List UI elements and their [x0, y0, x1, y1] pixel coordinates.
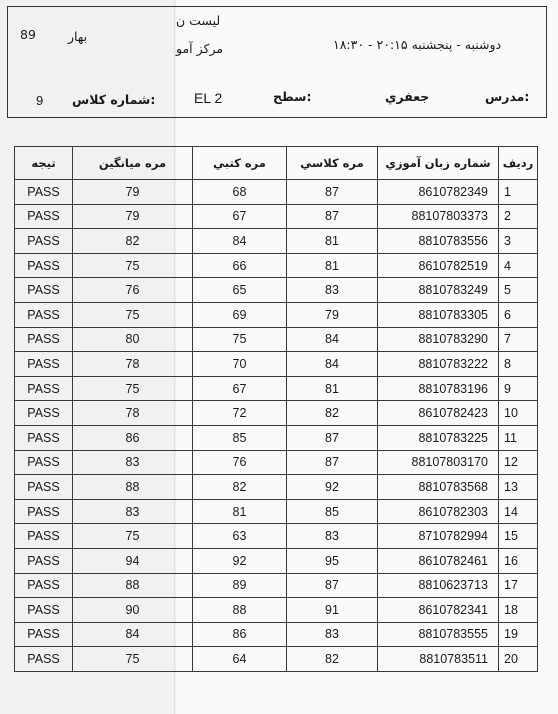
- header-code: 89: [20, 27, 36, 42]
- written-score-cell: 75: [193, 327, 287, 352]
- row-number-cell: 12: [499, 450, 538, 475]
- average-score-cell: 75: [73, 253, 193, 278]
- row-number-cell: 19: [499, 622, 538, 647]
- row-number-cell: 6: [499, 302, 538, 327]
- average-score-cell: 78: [73, 401, 193, 426]
- average-score-cell: 83: [73, 450, 193, 475]
- column-header-written-score: مره کتبي: [193, 147, 287, 180]
- written-score-cell: 63: [193, 524, 287, 549]
- student-id-cell: 88107803373: [378, 204, 499, 229]
- class-score-cell: 91: [287, 598, 378, 623]
- written-score-cell: 66: [193, 253, 287, 278]
- class-score-cell: 81: [287, 253, 378, 278]
- row-number-cell: 17: [499, 573, 538, 598]
- result-cell: PASS: [15, 573, 73, 598]
- table-row: [15, 622, 538, 647]
- table-row: [15, 499, 538, 524]
- average-score-cell: 75: [73, 524, 193, 549]
- average-score-cell: 86: [73, 425, 193, 450]
- row-number-cell: 14: [499, 499, 538, 524]
- header-box: [7, 6, 547, 118]
- table-row: [15, 425, 538, 450]
- table-row: [15, 229, 538, 254]
- student-id-cell: 8810783222: [378, 352, 499, 377]
- table-row: [15, 475, 538, 500]
- table-row: [15, 302, 538, 327]
- result-cell: PASS: [15, 524, 73, 549]
- written-score-cell: 81: [193, 499, 287, 524]
- class-score-cell: 82: [287, 401, 378, 426]
- written-score-cell: 85: [193, 425, 287, 450]
- average-score-cell: 76: [73, 278, 193, 303]
- table-body: [15, 180, 538, 672]
- result-cell: PASS: [15, 352, 73, 377]
- written-score-cell: 65: [193, 278, 287, 303]
- class-score-cell: 83: [287, 622, 378, 647]
- column-header-average-score: مره ميانگين: [73, 147, 193, 180]
- class-score-cell: 82: [287, 647, 378, 672]
- result-cell: PASS: [15, 204, 73, 229]
- table-row: [15, 598, 538, 623]
- student-id-cell: 8610782519: [378, 253, 499, 278]
- row-number-cell: 4: [499, 253, 538, 278]
- column-header-row-number: رديف: [499, 147, 538, 180]
- result-cell: PASS: [15, 475, 73, 500]
- student-id-cell: 8610782423: [378, 401, 499, 426]
- student-id-cell: 8710782994: [378, 524, 499, 549]
- result-cell: PASS: [15, 450, 73, 475]
- student-id-cell: 8610782349: [378, 180, 499, 205]
- column-header-student-id: شماره زبان آموزي: [378, 147, 499, 180]
- table-row: [15, 401, 538, 426]
- table-row: [15, 253, 538, 278]
- result-cell: PASS: [15, 278, 73, 303]
- class-score-cell: 87: [287, 180, 378, 205]
- class-score-cell: 95: [287, 548, 378, 573]
- written-score-cell: 88: [193, 598, 287, 623]
- class-score-cell: 85: [287, 499, 378, 524]
- written-score-cell: 72: [193, 401, 287, 426]
- result-cell: PASS: [15, 425, 73, 450]
- row-number-cell: 16: [499, 548, 538, 573]
- average-score-cell: 83: [73, 499, 193, 524]
- average-score-cell: 88: [73, 573, 193, 598]
- row-number-cell: 3: [499, 229, 538, 254]
- teacher-label: مدرس:: [485, 89, 530, 104]
- class-score-cell: 87: [287, 204, 378, 229]
- table-row: [15, 376, 538, 401]
- student-id-cell: 8610782303: [378, 499, 499, 524]
- student-id-cell: 8610782461: [378, 548, 499, 573]
- result-cell: PASS: [15, 598, 73, 623]
- result-cell: PASS: [15, 253, 73, 278]
- class-score-cell: 81: [287, 229, 378, 254]
- class-number-label: شماره کلاس:: [72, 92, 156, 107]
- result-cell: PASS: [15, 548, 73, 573]
- student-id-cell: 8810623713: [378, 573, 499, 598]
- table-row: [15, 352, 538, 377]
- row-number-cell: 1: [499, 180, 538, 205]
- average-score-cell: 75: [73, 376, 193, 401]
- result-cell: PASS: [15, 499, 73, 524]
- average-score-cell: 90: [73, 598, 193, 623]
- table-header-row: [15, 147, 538, 180]
- written-score-cell: 76: [193, 450, 287, 475]
- row-number-cell: 13: [499, 475, 538, 500]
- header-season: بهار: [68, 29, 88, 44]
- class-score-cell: 84: [287, 352, 378, 377]
- column-header-class-score: مره کلاسي: [287, 147, 378, 180]
- average-score-cell: 94: [73, 548, 193, 573]
- written-score-cell: 69: [193, 302, 287, 327]
- row-number-cell: 5: [499, 278, 538, 303]
- class-score-cell: 81: [287, 376, 378, 401]
- row-number-cell: 11: [499, 425, 538, 450]
- column-header-result: تيجه: [15, 147, 73, 180]
- header-schedule: دوشنبه - پنجشنبه ۲۰:۱۵ - ۱۸:۳۰: [333, 37, 502, 52]
- student-id-cell: 8810783249: [378, 278, 499, 303]
- row-number-cell: 10: [499, 401, 538, 426]
- student-id-cell: 8810783225: [378, 425, 499, 450]
- average-score-cell: 82: [73, 229, 193, 254]
- class-score-cell: 79: [287, 302, 378, 327]
- class-score-cell: 87: [287, 573, 378, 598]
- result-cell: PASS: [15, 302, 73, 327]
- written-score-cell: 86: [193, 622, 287, 647]
- average-score-cell: 78: [73, 352, 193, 377]
- row-number-cell: 8: [499, 352, 538, 377]
- student-id-cell: 8810783290: [378, 327, 499, 352]
- student-id-cell: 8810783556: [378, 229, 499, 254]
- average-score-cell: 79: [73, 180, 193, 205]
- average-score-cell: 75: [73, 647, 193, 672]
- student-id-cell: 8810783555: [378, 622, 499, 647]
- header-list-title: لیست ن: [176, 13, 221, 28]
- student-id-cell: 8810783305: [378, 302, 499, 327]
- row-number-cell: 15: [499, 524, 538, 549]
- result-cell: PASS: [15, 647, 73, 672]
- level-label: سطح:: [273, 89, 312, 104]
- result-cell: PASS: [15, 376, 73, 401]
- written-score-cell: 64: [193, 647, 287, 672]
- result-cell: PASS: [15, 229, 73, 254]
- table-row: [15, 180, 538, 205]
- average-score-cell: 80: [73, 327, 193, 352]
- class-score-cell: 83: [287, 278, 378, 303]
- average-score-cell: 75: [73, 302, 193, 327]
- written-score-cell: 70: [193, 352, 287, 377]
- table-row: [15, 278, 538, 303]
- result-cell: PASS: [15, 180, 73, 205]
- level-value: EL 2: [194, 90, 223, 106]
- table-row: [15, 450, 538, 475]
- row-number-cell: 18: [499, 598, 538, 623]
- student-id-cell: 88107803170: [378, 450, 499, 475]
- average-score-cell: 88: [73, 475, 193, 500]
- class-score-cell: 87: [287, 450, 378, 475]
- teacher-name: جعفري: [385, 89, 430, 104]
- row-number-cell: 7: [499, 327, 538, 352]
- row-number-cell: 20: [499, 647, 538, 672]
- class-score-cell: 83: [287, 524, 378, 549]
- written-score-cell: 92: [193, 548, 287, 573]
- student-id-cell: 8810783511: [378, 647, 499, 672]
- student-id-cell: 8610782341: [378, 598, 499, 623]
- class-number-value: 9: [36, 93, 44, 108]
- result-cell: PASS: [15, 327, 73, 352]
- row-number-cell: 2: [499, 204, 538, 229]
- written-score-cell: 68: [193, 180, 287, 205]
- header-center: مرکز آمو: [176, 41, 224, 56]
- written-score-cell: 82: [193, 475, 287, 500]
- average-score-cell: 79: [73, 204, 193, 229]
- class-score-cell: 92: [287, 475, 378, 500]
- grades-table: [14, 146, 538, 672]
- written-score-cell: 67: [193, 204, 287, 229]
- written-score-cell: 67: [193, 376, 287, 401]
- average-score-cell: 84: [73, 622, 193, 647]
- table-row: [15, 647, 538, 672]
- written-score-cell: 84: [193, 229, 287, 254]
- result-cell: PASS: [15, 401, 73, 426]
- written-score-cell: 89: [193, 573, 287, 598]
- table-row: [15, 204, 538, 229]
- row-number-cell: 9: [499, 376, 538, 401]
- table-row: [15, 327, 538, 352]
- table-row: [15, 524, 538, 549]
- student-id-cell: 8810783196: [378, 376, 499, 401]
- table-row: [15, 548, 538, 573]
- student-id-cell: 8810783568: [378, 475, 499, 500]
- result-cell: PASS: [15, 622, 73, 647]
- class-score-cell: 87: [287, 425, 378, 450]
- table-row: [15, 573, 538, 598]
- class-score-cell: 84: [287, 327, 378, 352]
